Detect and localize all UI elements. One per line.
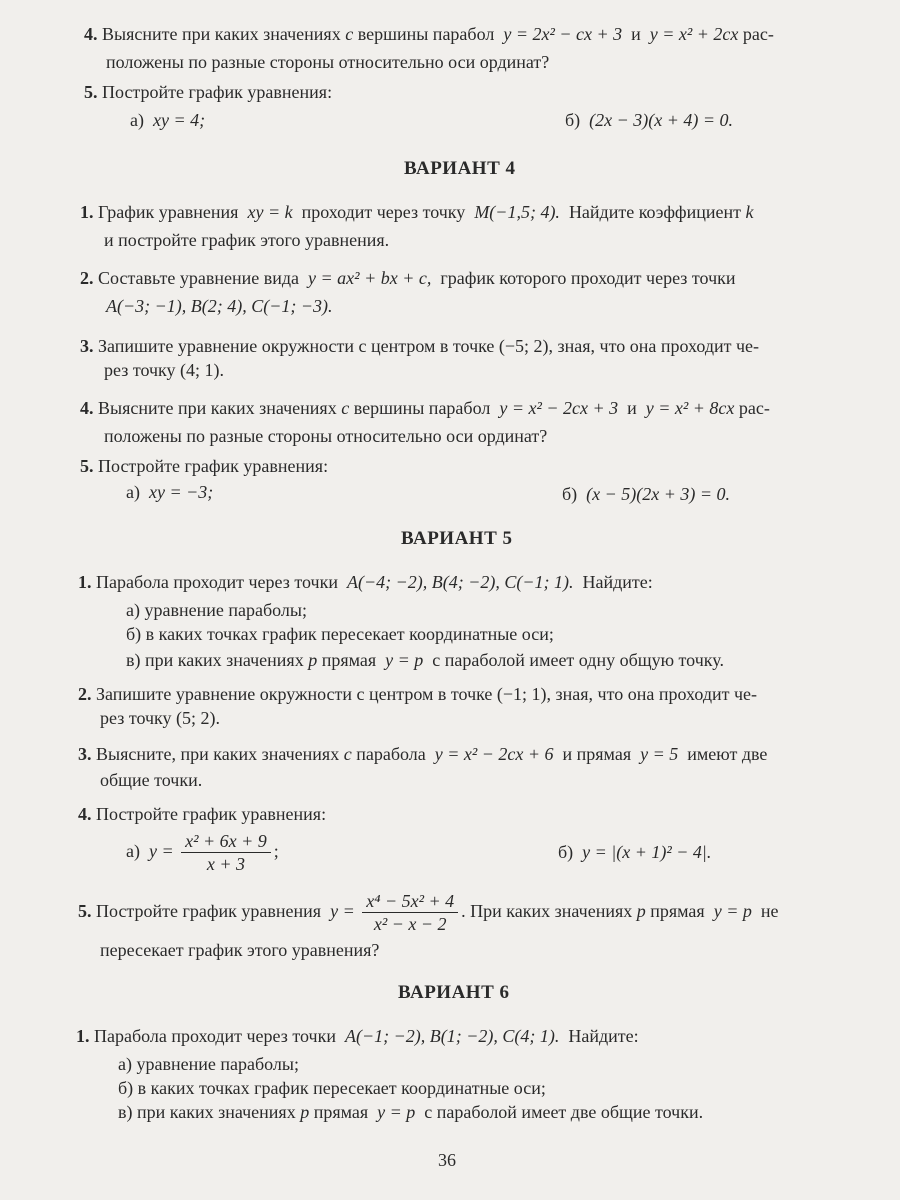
v5-q4-a-fraction: $\frac{\text{x² + 6x + 9}}{x + 3}$ — [181, 831, 271, 874]
v4-q2-line2: A(−3; −1), B(2; 4), C(−1; −3). — [106, 296, 333, 316]
v5-q2-line1: 2. Запишите уравнение окружности с центром в точке (−1; 1), зная, что она проходит че- — [78, 684, 758, 704]
v4-q4-line2: положены по разные стороны относительно оси ординат? — [104, 426, 548, 446]
variant-6-heading: ВАРИАНТ 6 — [398, 982, 510, 1003]
v5-q1-line1: 1. Парабола проходит через точки A(−4; −2), B(4; −2), C(−1; 1). Найдите: — [78, 572, 653, 592]
variant-5-heading: ВАРИАНТ 5 — [401, 528, 513, 549]
v5-q4-line1: 4. Постройте график уравнения: — [78, 804, 327, 824]
prev-q4-line1: 4. Выясните при каких значениях c вершины парабол y = 2x² − cx + 3 и y = x² + 2cx рас- — [84, 24, 774, 44]
v4-q5-b: б) (x − 5)(2x + 3) = 0. — [562, 484, 731, 504]
v4-q3-line2: рез точку (4; 1). — [104, 360, 225, 380]
prev-q5-b: б) (2x − 3)(x + 4) = 0. — [565, 110, 734, 130]
v6-q1-line1: 1. Парабола проходит через точки A(−1; −2), B(1; −2), C(4; 1). Найдите: — [76, 1026, 639, 1046]
v5-q2-line2: рез точку (5; 2). — [100, 708, 221, 728]
v5-q5-line2: пересекает график этого уравнения? — [100, 940, 380, 960]
v5-q3-line1: 3. Выясните, при каких значениях c парабола y = x² − 2cx + 6 и прямая y = 5 имеют две — [78, 744, 768, 764]
v5-q4-a: а) y = $\frac{\text{x² + 6x + 9}}{x + 3}$ ; — [126, 831, 279, 875]
v4-q2-line1: 2. Составьте уравнение вида y = ax² + bx + c, график которого проходит через точки — [80, 268, 736, 288]
v5-q1-b: б) в каких точках график пересекает координатные оси; — [126, 624, 554, 644]
v4-q3-line1: 3. Запишите уравнение окружности с центром в точке (−5; 2), зная, что она проходит че- — [80, 336, 760, 356]
variant-4-heading: ВАРИАНТ 4 — [404, 158, 516, 179]
v5-q1-c: в) при каких значениях p прямая y = p с параболой имеет одну общую точку. — [126, 650, 724, 670]
v4-q5-a: а) xy = −3; — [126, 482, 214, 502]
v6-q1-b: б) в каких точках график пересекает координатные оси; — [118, 1078, 546, 1098]
v4-q5-line1: 5. Постройте график уравнения: — [80, 456, 329, 476]
v4-q1-line2: и постройте график этого уравнения. — [104, 230, 390, 250]
v4-q1-line1: 1. График уравнения xy = k проходит через точку M(−1,5; 4). Найдите коэффициент k — [80, 202, 754, 222]
v5-q5-line1: 5. Постройте график уравнения y = $\frac{\text{x⁴ − 5x² + 4}}{\text{x² − x − 2}}$ . При каких значениях p прямая y = p не — [78, 891, 779, 935]
prev-q5-a: а) xy = 4; — [130, 110, 206, 130]
v5-q5-fraction: $\frac{\text{x⁴ − 5x² + 4}}{\text{x² − x − 2}}$ — [362, 891, 458, 934]
page-number: 36 — [438, 1150, 456, 1170]
v5-q3-line2: общие точки. — [100, 770, 203, 790]
v4-q4-line1: 4. Выясните при каких значениях c вершины парабол y = x² − 2cx + 3 и y = x² + 8cx рас- — [80, 398, 770, 418]
prev-q5-line1: 5. Постройте график уравнения: — [84, 82, 333, 102]
v5-q1-a: а) уравнение параболы; — [126, 600, 307, 620]
v6-q1-c: в) при каких значениях p прямая y = p с параболой имеет две общие точки. — [118, 1102, 704, 1122]
show-through-text — [800, 520, 803, 536]
v6-q1-a: а) уравнение параболы; — [118, 1054, 299, 1074]
v5-q4-b: б) y = |(x + 1)² − 4|. — [558, 842, 712, 862]
prev-q4-line2: положены по разные стороны относительно оси ординат? — [106, 52, 550, 72]
